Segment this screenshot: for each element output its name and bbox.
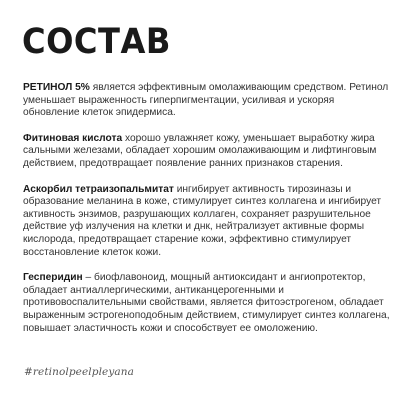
ingredient-phytic-acid — [23, 133, 393, 171]
ingredient-term: Аскорбил тетраизопальмитат — [23, 183, 174, 195]
hashtag: #retinolpeelpleyana — [24, 366, 134, 378]
ingredient-description: ингибирует активность тирозиназы и образование меланина в коже, стимулирует синтез коллагена и ингибирует активность энзимов, разрушающих коллаген, сохраняет разрушительное действие уф излучения на клетки и днк, нейтрализует активные формы кислорода, предотвращает старение кожи, эффективно стимулирует восстановление клеток кожи. — [23, 183, 382, 258]
ingredient-term: Гесперидин — [23, 272, 83, 284]
ingredient-term: Фитиновая кислота — [23, 132, 123, 144]
page-title: СОСТАВ — [22, 22, 171, 62]
ingredient-retinol — [23, 82, 393, 120]
ingredient-ascorbyl — [23, 184, 393, 260]
ingredient-description: – биофлавоноид, мощный антиоксидант и ангиопротектор, обладает антиаллергическими, антиканцерогенными и противовоспалительными свойствами, является фитоэстрогеном, обладает выраженным эстрогеноподобным действием, стимулирует синтез коллагена, повышает эластичность кожи и способствует ее омоложению. — [23, 272, 390, 334]
ingredient-hesperidin — [23, 272, 393, 335]
ingredient-description: является эффективным омолаживающим средством. Ретинол уменьшает выраженность гиперпигментации, усиливая и ускоряя обновление клеток эпидермиса. — [23, 82, 389, 119]
ingredients-list — [23, 82, 393, 335]
ingredient-term: РЕТИНОЛ 5% — [23, 82, 90, 93]
ingredient-description: хорошо увлажняет кожу, уменьшает выработку жира сальными железами, обладает хорошим омолаживающим и лифтинговым действием, предотвращает появление ранних признаков старения. — [23, 132, 377, 169]
